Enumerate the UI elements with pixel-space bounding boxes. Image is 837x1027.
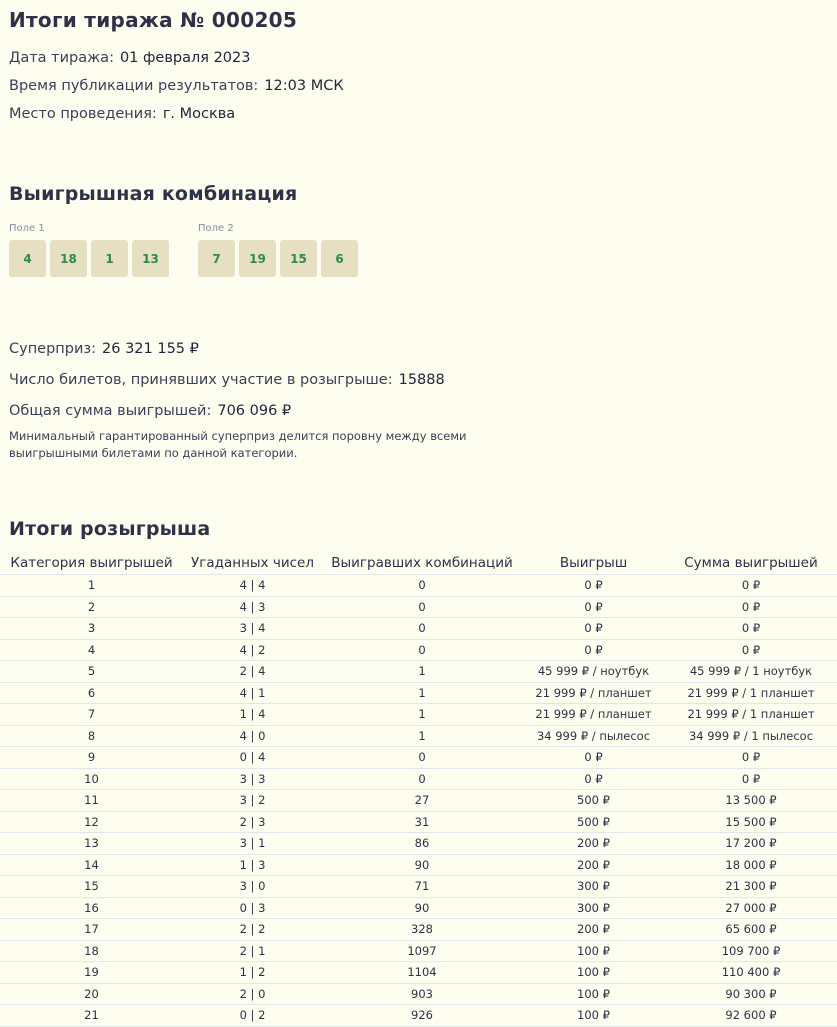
- cell-guessed: 4 | 3: [183, 596, 322, 618]
- cell-category: 2: [0, 596, 183, 618]
- cell-category: 18: [0, 940, 183, 962]
- cell-prize: 0 ₽: [522, 768, 665, 790]
- cell-prize-total: 18 000 ₽: [665, 854, 837, 876]
- publish-time-label: Время публикации результатов:: [9, 78, 259, 94]
- number-ball: 4: [9, 240, 46, 277]
- publish-time-value: 12:03 МСК: [264, 78, 344, 94]
- field2-label: Поле 2: [198, 223, 234, 234]
- cell-prize: 45 999 ₽ / ноутбук: [522, 661, 665, 683]
- cell-prize: 0 ₽: [522, 618, 665, 640]
- cell-winning-combos: 0: [322, 596, 522, 618]
- table-row: [0, 618, 837, 640]
- cell-guessed: 3 | 2: [183, 790, 322, 812]
- cell-guessed: 4 | 1: [183, 682, 322, 704]
- cell-prize: 500 ₽: [522, 811, 665, 833]
- table-row: [0, 811, 837, 833]
- cell-prize-total: 65 600 ₽: [665, 919, 837, 941]
- cell-guessed: 0 | 4: [183, 747, 322, 769]
- superprize: [9, 341, 199, 357]
- cell-winning-combos: 0: [322, 747, 522, 769]
- page-title: Итоги тиража № 000205: [9, 8, 298, 32]
- cell-prize-total: 13 500 ₽: [665, 790, 837, 812]
- cell-guessed: 1 | 3: [183, 854, 322, 876]
- superprize-label: Суперприз:: [9, 341, 97, 357]
- draw-date-value: 01 февраля 2023: [119, 50, 251, 66]
- cell-prize-total: 0 ₽: [665, 768, 837, 790]
- cell-prize-total: 110 400 ₽: [665, 962, 837, 984]
- cell-category: 20: [0, 983, 183, 1005]
- table-row: [0, 682, 837, 704]
- results-table: [0, 551, 837, 1027]
- field2-balls: [198, 240, 358, 277]
- cell-winning-combos: 86: [322, 833, 522, 855]
- tickets-count-label: Число билетов, принявших участие в розыгрыше:: [9, 372, 393, 388]
- table-row: [0, 661, 837, 683]
- superprize-note: Минимальный гарантированный суперприз делится поровну между всеми выигрышными билетами по данной категории.: [9, 429, 467, 460]
- table-row: [0, 596, 837, 618]
- table-row: [0, 1005, 837, 1027]
- cell-guessed: 4 | 2: [183, 639, 322, 661]
- cell-prize: 0 ₽: [522, 747, 665, 769]
- cell-guessed: 3 | 3: [183, 768, 322, 790]
- cell-winning-combos: 90: [322, 854, 522, 876]
- cell-winning-combos: 0: [322, 575, 522, 597]
- tickets-count: [9, 372, 445, 388]
- cell-winning-combos: 0: [322, 618, 522, 640]
- cell-category: 19: [0, 962, 183, 984]
- cell-prize-total: 0 ₽: [665, 639, 837, 661]
- table-row: [0, 983, 837, 1005]
- cell-prize: 0 ₽: [522, 639, 665, 661]
- cell-category: 12: [0, 811, 183, 833]
- cell-guessed: 0 | 2: [183, 1005, 322, 1027]
- results-header-row: [0, 551, 837, 575]
- cell-prize: 500 ₽: [522, 790, 665, 812]
- cell-winning-combos: 27: [322, 790, 522, 812]
- cell-prize-total: 21 300 ₽: [665, 876, 837, 898]
- cell-guessed: 0 | 3: [183, 897, 322, 919]
- draw-date-label: Дата тиража:: [9, 50, 114, 66]
- field1-label: Поле 1: [9, 223, 45, 234]
- cell-category: 7: [0, 704, 183, 726]
- cell-guessed: 2 | 2: [183, 919, 322, 941]
- table-row: [0, 790, 837, 812]
- table-row: [0, 704, 837, 726]
- number-ball: 15: [280, 240, 317, 277]
- cell-prize-total: 17 200 ₽: [665, 833, 837, 855]
- table-row: [0, 768, 837, 790]
- total-winnings-label: Общая сумма выигрышей:: [9, 403, 212, 419]
- cell-prize-total: 0 ₽: [665, 596, 837, 618]
- cell-prize-total: 109 700 ₽: [665, 940, 837, 962]
- table-row: [0, 725, 837, 747]
- total-winnings: [9, 403, 291, 419]
- cell-prize: 21 999 ₽ / планшет: [522, 682, 665, 704]
- table-row: [0, 854, 837, 876]
- table-row: [0, 639, 837, 661]
- cell-prize: 200 ₽: [522, 833, 665, 855]
- table-row: [0, 876, 837, 898]
- tickets-count-value: 15888: [398, 372, 445, 388]
- total-winnings-value: 706 096 ₽: [217, 403, 292, 419]
- table-row: [0, 833, 837, 855]
- cell-prize: 100 ₽: [522, 940, 665, 962]
- table-row: [0, 962, 837, 984]
- cell-winning-combos: 90: [322, 897, 522, 919]
- cell-category: 5: [0, 661, 183, 683]
- column-header-prize-total: Сумма выигрышей: [665, 551, 837, 575]
- cell-prize-total: 34 999 ₽ / 1 пылесос: [665, 725, 837, 747]
- cell-winning-combos: 926: [322, 1005, 522, 1027]
- cell-prize-total: 90 300 ₽: [665, 983, 837, 1005]
- cell-prize-total: 0 ₽: [665, 618, 837, 640]
- draw-date: [9, 50, 250, 66]
- table-row: [0, 747, 837, 769]
- number-ball: 6: [321, 240, 358, 277]
- cell-category: 15: [0, 876, 183, 898]
- cell-winning-combos: 1104: [322, 962, 522, 984]
- publish-time: [9, 78, 344, 94]
- cell-guessed: 4 | 0: [183, 725, 322, 747]
- draw-place-label: Место проведения:: [9, 106, 157, 122]
- cell-prize: 200 ₽: [522, 854, 665, 876]
- cell-winning-combos: 0: [322, 639, 522, 661]
- cell-winning-combos: 328: [322, 919, 522, 941]
- cell-prize: 300 ₽: [522, 876, 665, 898]
- cell-prize: 100 ₽: [522, 1005, 665, 1027]
- column-header-category: Категория выигрышей: [0, 551, 183, 575]
- cell-winning-combos: 903: [322, 983, 522, 1005]
- number-ball: 7: [198, 240, 235, 277]
- cell-prize: 0 ₽: [522, 596, 665, 618]
- cell-winning-combos: 0: [322, 768, 522, 790]
- cell-prize: 21 999 ₽ / планшет: [522, 704, 665, 726]
- cell-guessed: 2 | 1: [183, 940, 322, 962]
- cell-prize-total: 15 500 ₽: [665, 811, 837, 833]
- cell-category: 4: [0, 639, 183, 661]
- cell-winning-combos: 1: [322, 704, 522, 726]
- winning-combination-heading: Выигрышная комбинация: [9, 183, 298, 205]
- column-header-guessed: Угаданных чисел: [183, 551, 322, 575]
- cell-category: 17: [0, 919, 183, 941]
- cell-guessed: 4 | 4: [183, 575, 322, 597]
- cell-category: 11: [0, 790, 183, 812]
- cell-guessed: 3 | 0: [183, 876, 322, 898]
- draw-place: [9, 106, 235, 122]
- field1-balls: [9, 240, 169, 277]
- column-header-winning-combos: Выигравших комбинаций: [322, 551, 522, 575]
- cell-category: 8: [0, 725, 183, 747]
- cell-prize: 100 ₽: [522, 962, 665, 984]
- cell-prize-total: 0 ₽: [665, 747, 837, 769]
- cell-guessed: 2 | 4: [183, 661, 322, 683]
- cell-winning-combos: 31: [322, 811, 522, 833]
- cell-category: 10: [0, 768, 183, 790]
- cell-guessed: 2 | 0: [183, 983, 322, 1005]
- table-row: [0, 940, 837, 962]
- cell-winning-combos: 1: [322, 661, 522, 683]
- cell-prize: 100 ₽: [522, 983, 665, 1005]
- cell-category: 13: [0, 833, 183, 855]
- cell-prize: 300 ₽: [522, 897, 665, 919]
- table-row: [0, 575, 837, 597]
- cell-prize-total: 21 999 ₽ / 1 планшет: [665, 682, 837, 704]
- cell-prize-total: 0 ₽: [665, 575, 837, 597]
- cell-prize: 34 999 ₽ / пылесос: [522, 725, 665, 747]
- cell-winning-combos: 1: [322, 725, 522, 747]
- cell-guessed: 3 | 1: [183, 833, 322, 855]
- cell-prize-total: 21 999 ₽ / 1 планшет: [665, 704, 837, 726]
- results-heading: Итоги розыгрыша: [9, 518, 211, 540]
- table-row: [0, 897, 837, 919]
- superprize-value: 26 321 155 ₽: [102, 341, 199, 357]
- cell-prize-total: 92 600 ₽: [665, 1005, 837, 1027]
- cell-winning-combos: 71: [322, 876, 522, 898]
- cell-prize: 0 ₽: [522, 575, 665, 597]
- cell-guessed: 1 | 4: [183, 704, 322, 726]
- cell-guessed: 1 | 2: [183, 962, 322, 984]
- number-ball: 19: [239, 240, 276, 277]
- cell-prize: 200 ₽: [522, 919, 665, 941]
- cell-category: 16: [0, 897, 183, 919]
- number-ball: 1: [91, 240, 128, 277]
- table-row: [0, 919, 837, 941]
- cell-category: 9: [0, 747, 183, 769]
- column-header-prize: Выигрыш: [522, 551, 665, 575]
- cell-category: 14: [0, 854, 183, 876]
- cell-prize-total: 27 000 ₽: [665, 897, 837, 919]
- cell-category: 3: [0, 618, 183, 640]
- cell-category: 1: [0, 575, 183, 597]
- cell-prize-total: 45 999 ₽ / 1 ноутбук: [665, 661, 837, 683]
- cell-guessed: 2 | 3: [183, 811, 322, 833]
- cell-category: 6: [0, 682, 183, 704]
- number-ball: 18: [50, 240, 87, 277]
- number-ball: 13: [132, 240, 169, 277]
- cell-winning-combos: 1097: [322, 940, 522, 962]
- cell-winning-combos: 1: [322, 682, 522, 704]
- draw-place-value: г. Москва: [162, 106, 236, 122]
- cell-category: 21: [0, 1005, 183, 1027]
- cell-guessed: 3 | 4: [183, 618, 322, 640]
